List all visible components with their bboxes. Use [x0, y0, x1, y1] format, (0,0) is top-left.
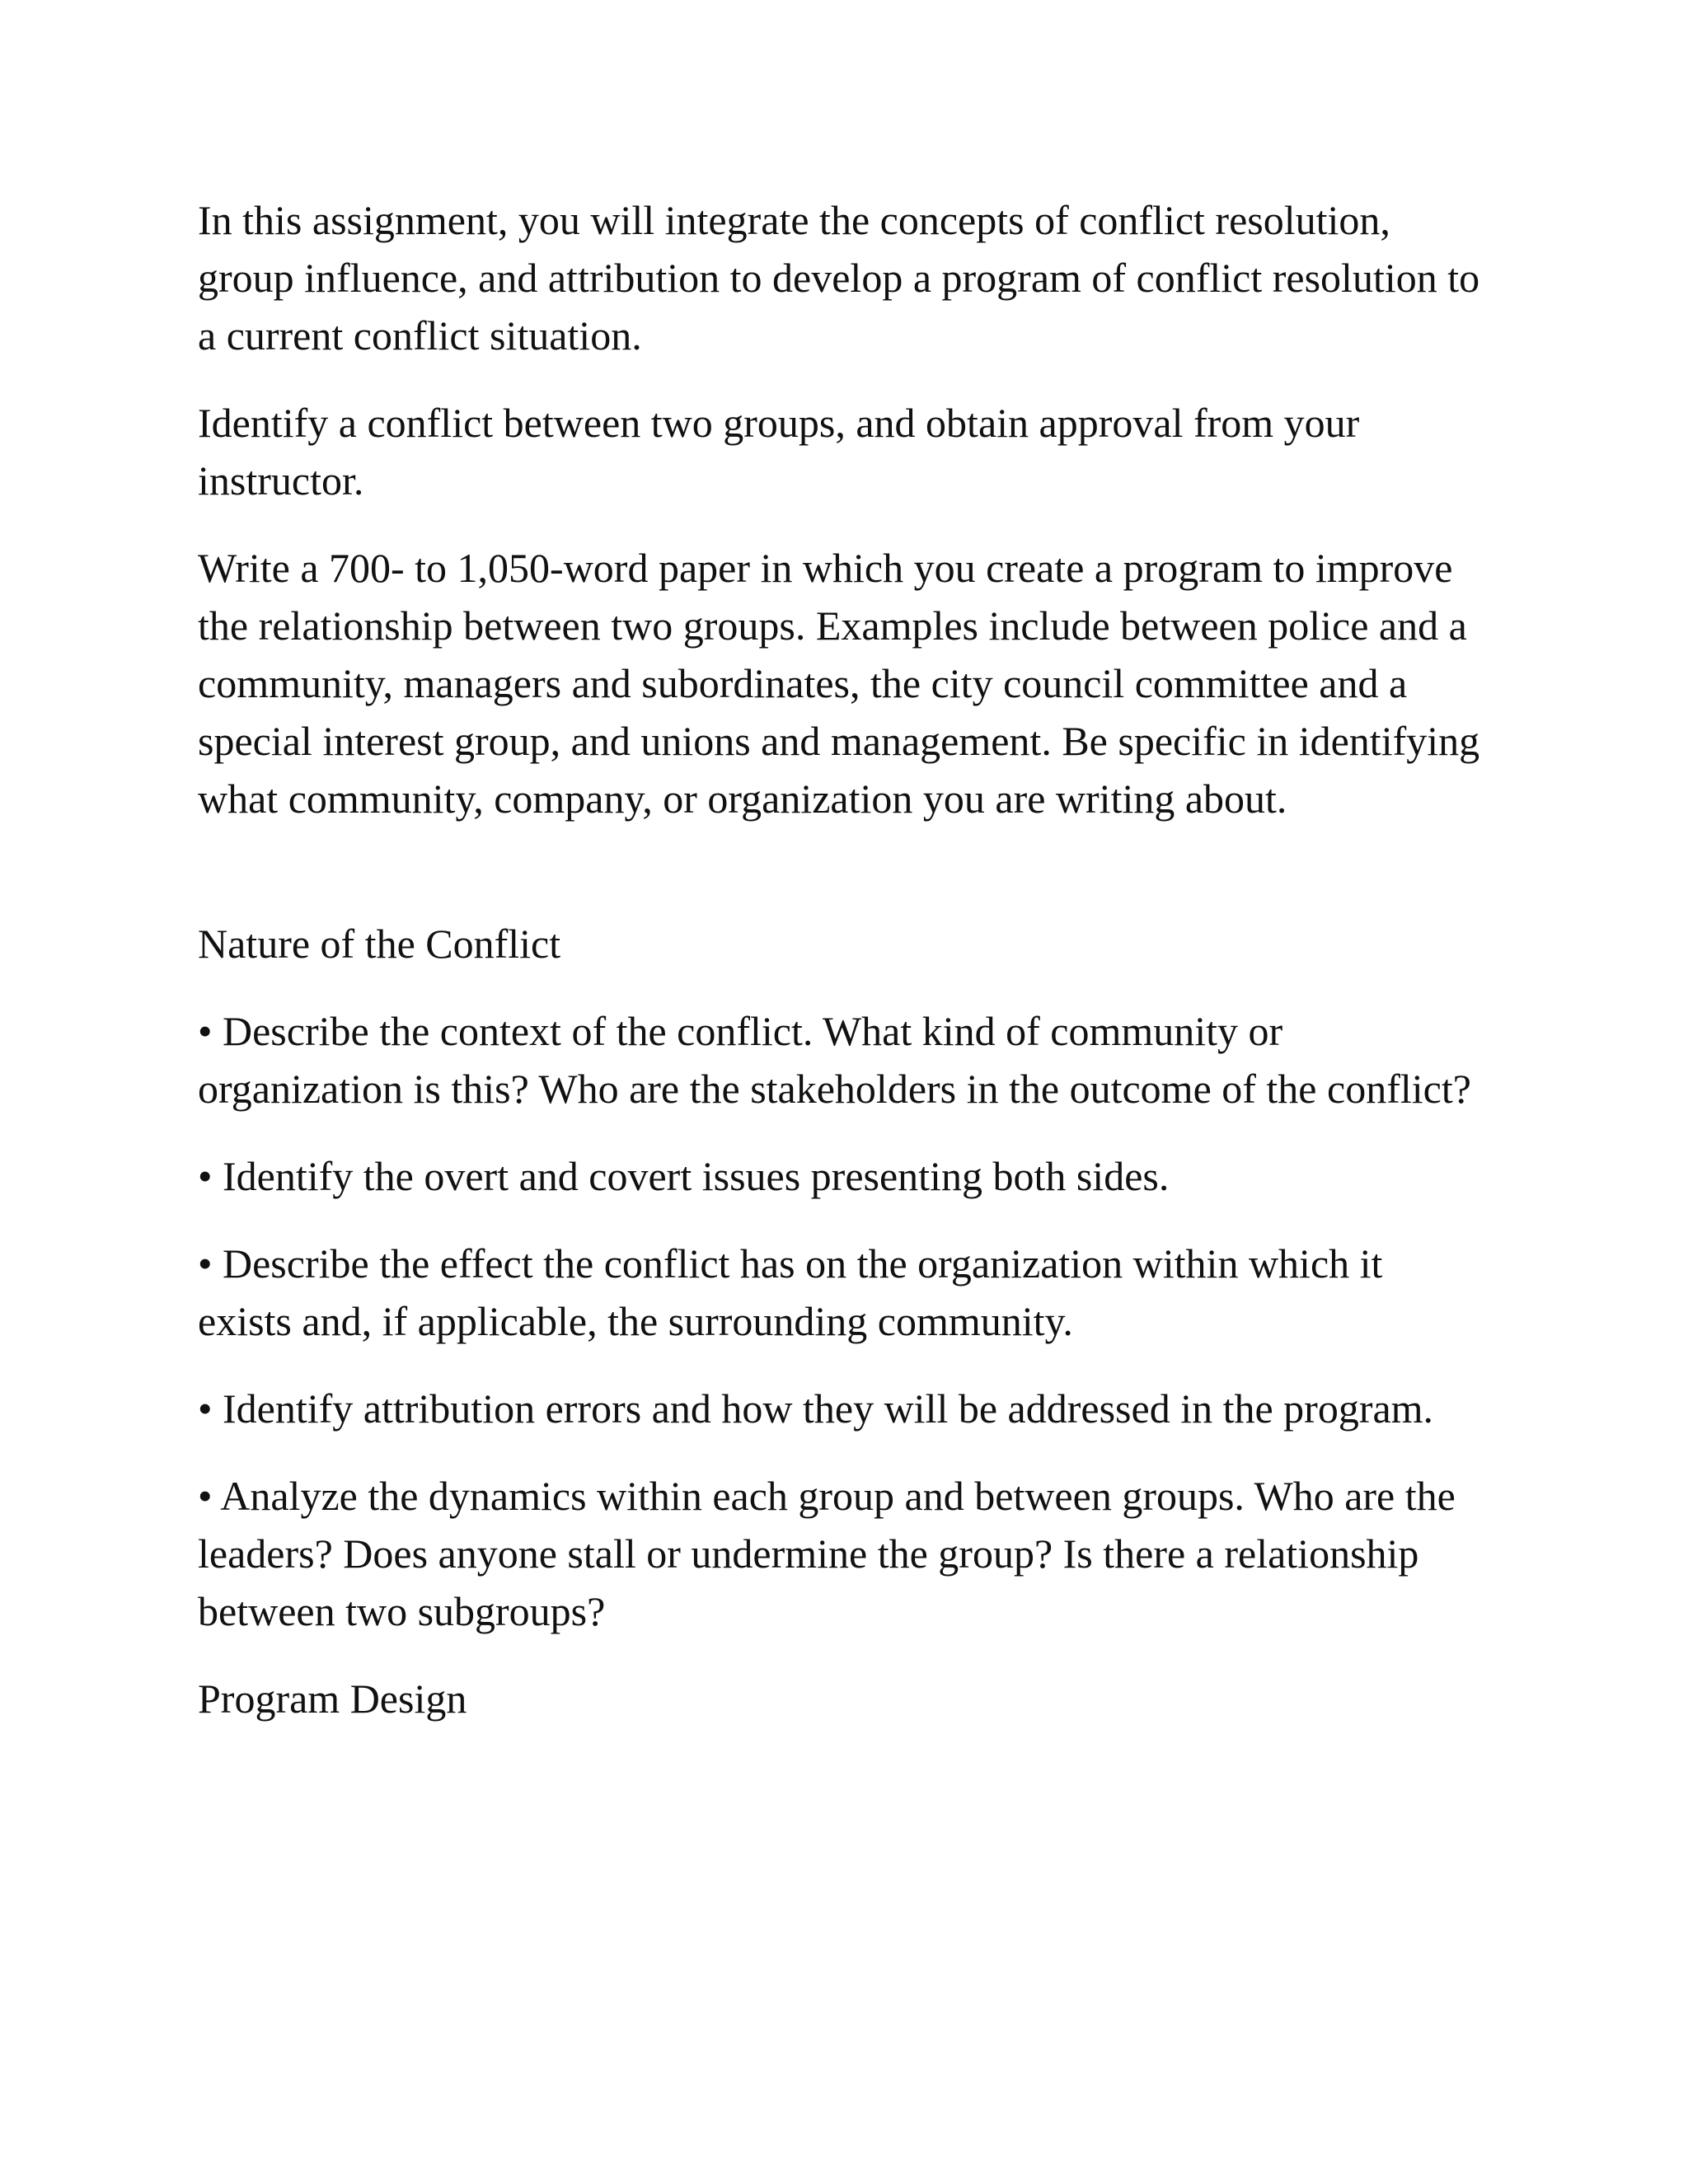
- bullet-item-attribution: • Identify attribution errors and how they will be addressed in the program.: [198, 1385, 1434, 1432]
- section-heading-nature-of-conflict: Nature of the Conflict: [198, 921, 561, 967]
- intro-paragraph-3: Write a 700- to 1,050-word paper in which you create a program to improve the relationship between two groups. Examples include between police and a community, managers and subordinates, the city council committee and a special interest group, and unions and management. Be specific in identifying what community, company, or organization you are writing about.: [198, 545, 1480, 822]
- bullet-item-effect: • Describe the effect the conflict has on the organization within which it exists and, if applicable, the surrounding community.: [198, 1240, 1383, 1344]
- bullet-item-dynamics: • Analyze the dynamics within each group and between groups. Who are the leaders? Does anyone stall or undermine the group? Is there a relationship between two subgroups?: [198, 1473, 1456, 1634]
- section-spacer: [198, 857, 1484, 915]
- bullet-item-issues: • Identify the overt and covert issues presenting both sides.: [198, 1153, 1170, 1199]
- intro-paragraph-2: Identify a conflict between two groups, and obtain approval from your instructor.: [198, 400, 1360, 504]
- document-body: [198, 191, 1484, 1757]
- intro-paragraph-1: In this assignment, you will integrate the concepts of conflict resolution, group influence, and attribution to develop a program of conflict resolution to a current conflict situation.: [198, 197, 1480, 359]
- section-heading-program-design: Program Design: [198, 1675, 467, 1722]
- bullet-item-context: • Describe the context of the conflict. What kind of community or organization is this? Who are the stakeholders in the outcome of the conflict?: [198, 1008, 1471, 1112]
